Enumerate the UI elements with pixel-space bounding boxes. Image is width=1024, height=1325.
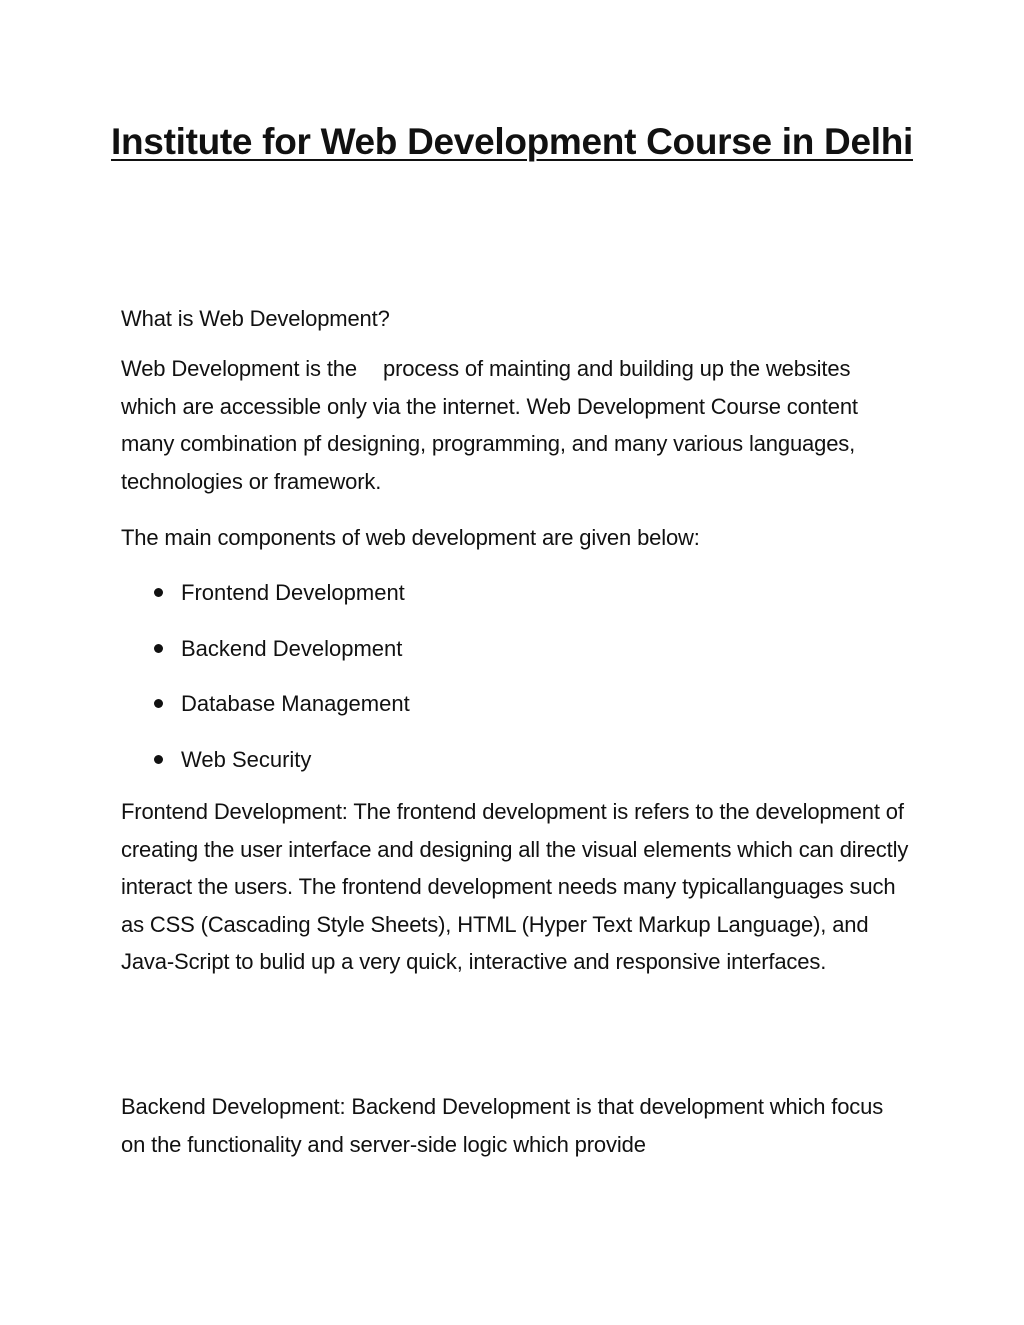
intro-paragraph: [121, 350, 911, 500]
list-item-label: Frontend Development: [181, 580, 405, 605]
bullet-icon: [154, 588, 163, 597]
bullet-icon: [154, 755, 163, 764]
list-item: [121, 685, 410, 741]
list-item: [121, 630, 410, 686]
list-item-label: Database Management: [181, 691, 410, 717]
intro-text-rest: process of mainting and building up the websites which are accessible only via the internet. Web Development Course content many combination pf designing, programming, and many various languages, technologies or framework.: [121, 356, 858, 494]
list-item: [121, 741, 410, 797]
list-item: [121, 574, 410, 630]
components-list: [121, 574, 410, 796]
list-item-label: Web Security: [181, 746, 312, 772]
bullet-icon: [154, 644, 163, 653]
frontend-paragraph: Frontend Development: The frontend development is refers to the development of creating the user interface and designing all the visual elements which can directly interact the users. The frontend development needs many typicallanguages such as CSS (Cascading Style Sheets), HTML (Hyper Text Markup Language), and Java-Script to bulid up a very quick, interactive and responsive interfaces.: [121, 799, 909, 974]
section-question: What is Web Development?: [121, 306, 390, 331]
intro-text-start: Web Development is the: [121, 356, 357, 381]
bullet-icon: [154, 699, 163, 708]
backend-paragraph: Backend Development: Backend Development is that development which focus on the functionality and server-side logic which provide: [121, 1094, 884, 1157]
page-title: Institute for Web Development Course in Delhi: [111, 121, 913, 162]
list-item-label: Backend Development: [181, 635, 403, 661]
components-intro: The main components of web development are given below:: [121, 525, 700, 550]
